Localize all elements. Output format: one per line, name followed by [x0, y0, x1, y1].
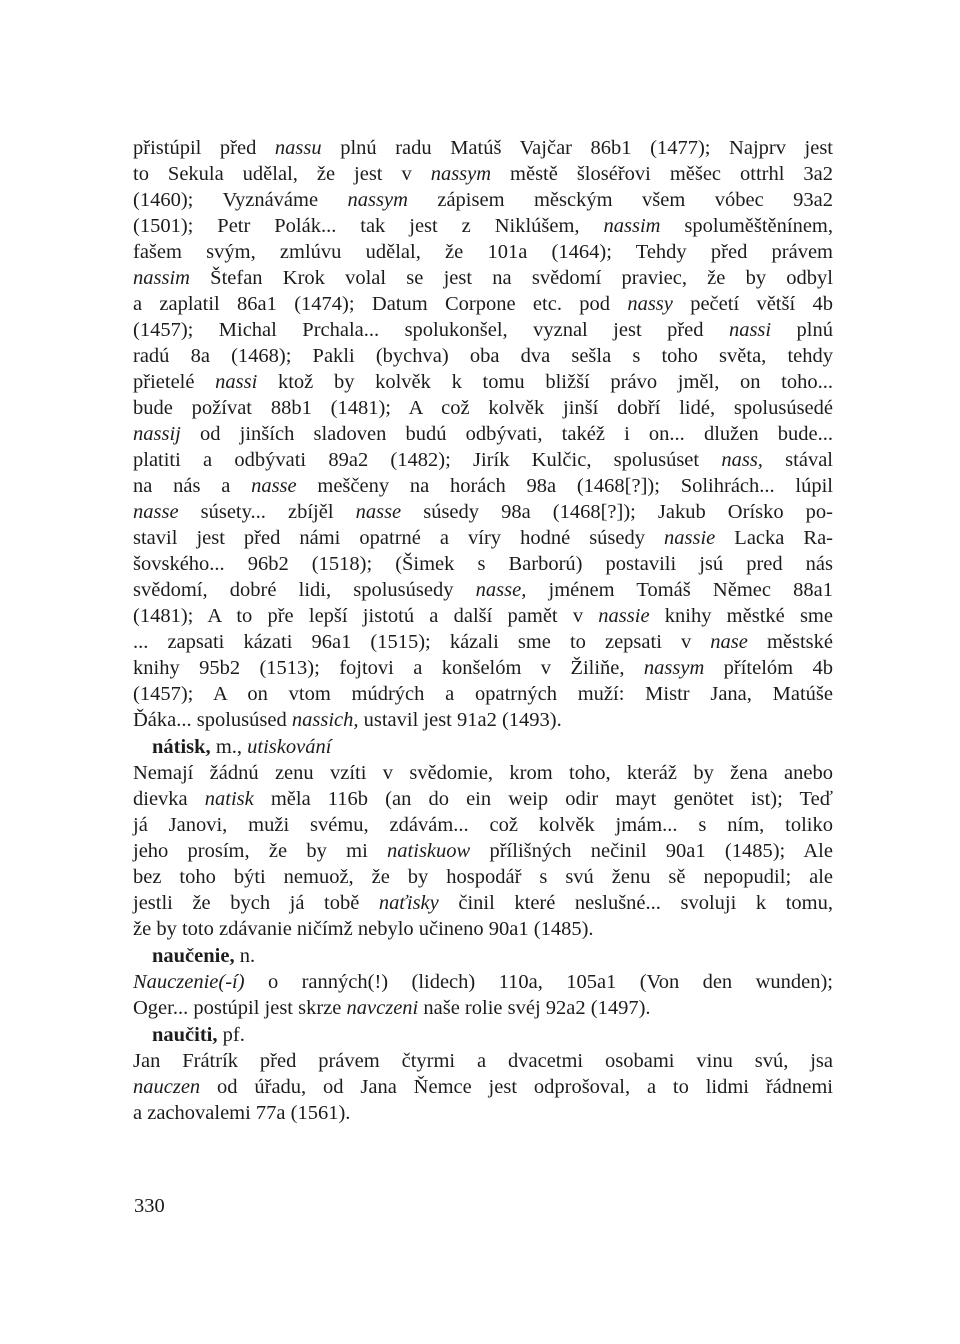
- text-line: [133, 890, 833, 916]
- italic-run: naťisky: [378, 892, 439, 914]
- text-run: n.: [234, 945, 256, 967]
- italic-run: nass,: [721, 449, 763, 471]
- text-run: přistúpil před: [133, 137, 275, 159]
- italic-run: nassich,: [291, 709, 359, 731]
- italic-run: nassij: [133, 423, 181, 445]
- italic-run: nassy: [627, 293, 673, 315]
- text-run: šovského... 96b2 (1518); (Šimek s Barború) postavili jsú pred nás: [133, 553, 833, 575]
- text-line: [133, 969, 833, 995]
- text-run: súsedy 98a (1468[?]); Jakub Orísko po-: [401, 501, 834, 523]
- entry-headword: [152, 943, 852, 969]
- italic-run: Nauczenie(-í): [133, 971, 245, 993]
- entry-headword: [152, 734, 852, 760]
- text-line: [133, 525, 833, 551]
- text-run: o ranných(!) (lidech) 110a, 105a1 (Von den wunden);: [244, 971, 833, 993]
- text-line: [133, 864, 833, 890]
- text-line: [133, 447, 833, 473]
- text-run: pečetí větší 4b: [672, 293, 833, 315]
- italic-run: nassym: [643, 657, 705, 679]
- text-run: spoluměštěnínem,: [660, 215, 833, 237]
- text-line: [133, 603, 833, 629]
- text-line: [133, 629, 833, 655]
- text-run: a zachovalemi 77a (1561).: [133, 1102, 351, 1124]
- text-run: (1460); Vyznáváme: [133, 189, 348, 211]
- text-run: ... zapsati kázati 96a1 (1515); kázali sme to zepsati v: [133, 631, 711, 653]
- text-line: [133, 1100, 833, 1126]
- italic-run: nassi: [215, 371, 258, 393]
- text-line: [133, 577, 833, 603]
- headword-run: naučiti,: [152, 1024, 218, 1046]
- text-line: [133, 473, 833, 499]
- text-run: knihy 95b2 (1513); fojtovi a konšelóm v Žiliňe,: [133, 657, 644, 679]
- text-line: [133, 655, 833, 681]
- text-run: radú 8a (1468); Pakli (bychva) oba dva sešla s toho světa, tehdy: [133, 345, 833, 367]
- text-line: [133, 760, 833, 786]
- italic-run: nauczen: [133, 1076, 201, 1098]
- italic-run: nassi: [728, 319, 772, 341]
- text-run: stavil jest před námi opatrné a víry hodné súsedy: [133, 527, 665, 549]
- text-run: pf.: [217, 1024, 245, 1046]
- text-run: stával: [762, 449, 833, 471]
- text-run: činil které neslušné... svoluji k tomu,: [438, 892, 833, 914]
- text-run: to Sekula udělal, že jest v: [133, 163, 431, 185]
- italic-run: nassie: [664, 527, 716, 549]
- text-run: městské: [747, 631, 833, 653]
- text-line: [133, 1048, 833, 1074]
- text-run: jestli že bych já tobě: [133, 892, 379, 914]
- text-run: Nemají žádnú zenu vzíti v svědomie, krom toho, kteráž by žena anebo: [133, 762, 833, 784]
- text-line: [133, 995, 833, 1021]
- text-run: jménem Tomáš Němec 88a1: [526, 579, 833, 601]
- text-run: súsety... zbíjěl: [178, 501, 356, 523]
- text-run: (1457); A on vtom múdrých a opatrných muží: Mistr Jana, Matúše: [133, 683, 833, 705]
- text-line: [133, 838, 833, 864]
- text-run: Lacka Ra-: [715, 527, 834, 549]
- italic-run: nassym: [347, 189, 408, 211]
- italic-run: nassim: [603, 215, 661, 237]
- italic-run: nassim: [133, 267, 190, 289]
- text-line: [133, 161, 833, 187]
- text-run: plnú radu Matúš Vajčar 86b1 (1477); Najprv jest: [321, 137, 833, 159]
- text-run: bude požívat 88b1 (1481); A což kolvěk jinší dobří lidé, spolusúsedé: [133, 397, 833, 419]
- text-run: přílišných nečinil 90a1 (1485); Ale: [470, 840, 833, 862]
- italic-run: nase: [710, 631, 748, 653]
- italic-run: navczeni: [346, 997, 419, 1019]
- text-run: plnú: [771, 319, 833, 341]
- text-run: přietelé: [133, 371, 216, 393]
- text-line: [133, 291, 833, 317]
- text-line: [133, 213, 833, 239]
- text-run: Oger... postúpil jest skrze: [133, 997, 347, 1019]
- text-line: [133, 499, 833, 525]
- text-run: přítelóm 4b: [704, 657, 834, 679]
- text-line: [133, 707, 833, 733]
- italic-run: natiskuow: [387, 840, 471, 862]
- text-run: od úřadu, od Jana Ňemce jest odprošoval, a to lidmi řádnemi: [200, 1076, 833, 1098]
- text-run: od jinších sladoven budú odbývati, takéž i on... dlužen bude...: [180, 423, 833, 445]
- headword-run: naučenie,: [152, 945, 235, 967]
- italic-run: natisk: [204, 788, 254, 810]
- text-run: meščeny na horách 98a (1468[?]); Solihrách... lúpil: [296, 475, 834, 497]
- text-run: měla 116b (an do ein weip odir mayt genötet ist); Teď: [253, 788, 833, 810]
- italic-run: nasse: [251, 475, 297, 497]
- text-run: ktož by kolvěk k tomu bližší právo jměl, on toho...: [257, 371, 833, 393]
- text-run: (1457); Michal Prchala... spolukonšel, vyznal jest před: [133, 319, 729, 341]
- text-run: m.,: [210, 736, 248, 758]
- text-line: [133, 265, 833, 291]
- text-line: [133, 812, 833, 838]
- text-run: knihy městké sme: [649, 605, 833, 627]
- page-number: 330: [134, 1195, 165, 1217]
- italic-run: nassym: [430, 163, 492, 185]
- text-line: [133, 187, 833, 213]
- italic-run: nassu: [274, 137, 322, 159]
- text-line: [133, 1074, 833, 1100]
- text-run: že by toto zdávanie ničímž nebylo učineno 90a1 (1485).: [133, 918, 594, 940]
- text-run: (1501); Petr Polák... tak jest z Niklúšem,: [133, 215, 604, 237]
- text-run: dievka: [133, 788, 205, 810]
- text-line: [133, 135, 833, 161]
- text-run: fašem svým, zmlúvu udělal, že 101a (1464); Tehdy před právem: [133, 241, 833, 263]
- italic-run: nasse,: [475, 579, 527, 601]
- headword-run: nátisk,: [152, 736, 211, 758]
- text-run: městě šloséřovi měšec ottrhl 3a2: [491, 163, 833, 185]
- text-run: (1481); A to pře lepší jistotú a další pamět v: [133, 605, 599, 627]
- text-line: [133, 343, 833, 369]
- text-line: [133, 421, 833, 447]
- text-run: bez toho býti nemuož, že by hospodář s svú ženu sě nepopudil; ale: [133, 866, 833, 888]
- text-line: [133, 239, 833, 265]
- text-run: jeho prosím, že by mi: [133, 840, 388, 862]
- text-run: na nás a: [133, 475, 252, 497]
- italic-run: nasse: [133, 501, 179, 523]
- italic-run: nasse: [355, 501, 402, 523]
- italic-run: utiskování: [247, 736, 332, 758]
- text-run: zápisem měsckým všem vóbec 93a2: [407, 189, 833, 211]
- text-line: [133, 786, 833, 812]
- text-run: já Janovi, muži svému, zdávám... což kolvěk jmám... s ním, toliko: [133, 814, 833, 836]
- text-run: Štefan Krok volal se jest na svědomí praviec, že by odbyl: [189, 267, 833, 289]
- text-line: [133, 681, 833, 707]
- italic-run: nassie: [598, 605, 650, 627]
- text-line: [133, 395, 833, 421]
- text-line: [133, 369, 833, 395]
- text-line: [133, 916, 833, 942]
- text-run: Jan Frátrík před právem čtyrmi a dvacetmi osobami vinu svú, jsa: [133, 1050, 833, 1072]
- text-run: naše rolie svéj 92a2 (1497).: [418, 997, 651, 1019]
- text-run: Ďáka... spolusúsed: [133, 709, 292, 731]
- text-line: [133, 551, 833, 577]
- text-run: ustavil jest 91a2 (1493).: [358, 709, 562, 731]
- entry-headword: [152, 1022, 852, 1048]
- text-run: a zaplatil 86a1 (1474); Datum Corpone etc. pod: [133, 293, 628, 315]
- text-run: svědomí, dobré lidi, spolusúsedy: [133, 579, 476, 601]
- text-line: [133, 317, 833, 343]
- text-run: platiti a odbývati 89a2 (1482); Jirík Kulčic, spolusúset: [133, 449, 722, 471]
